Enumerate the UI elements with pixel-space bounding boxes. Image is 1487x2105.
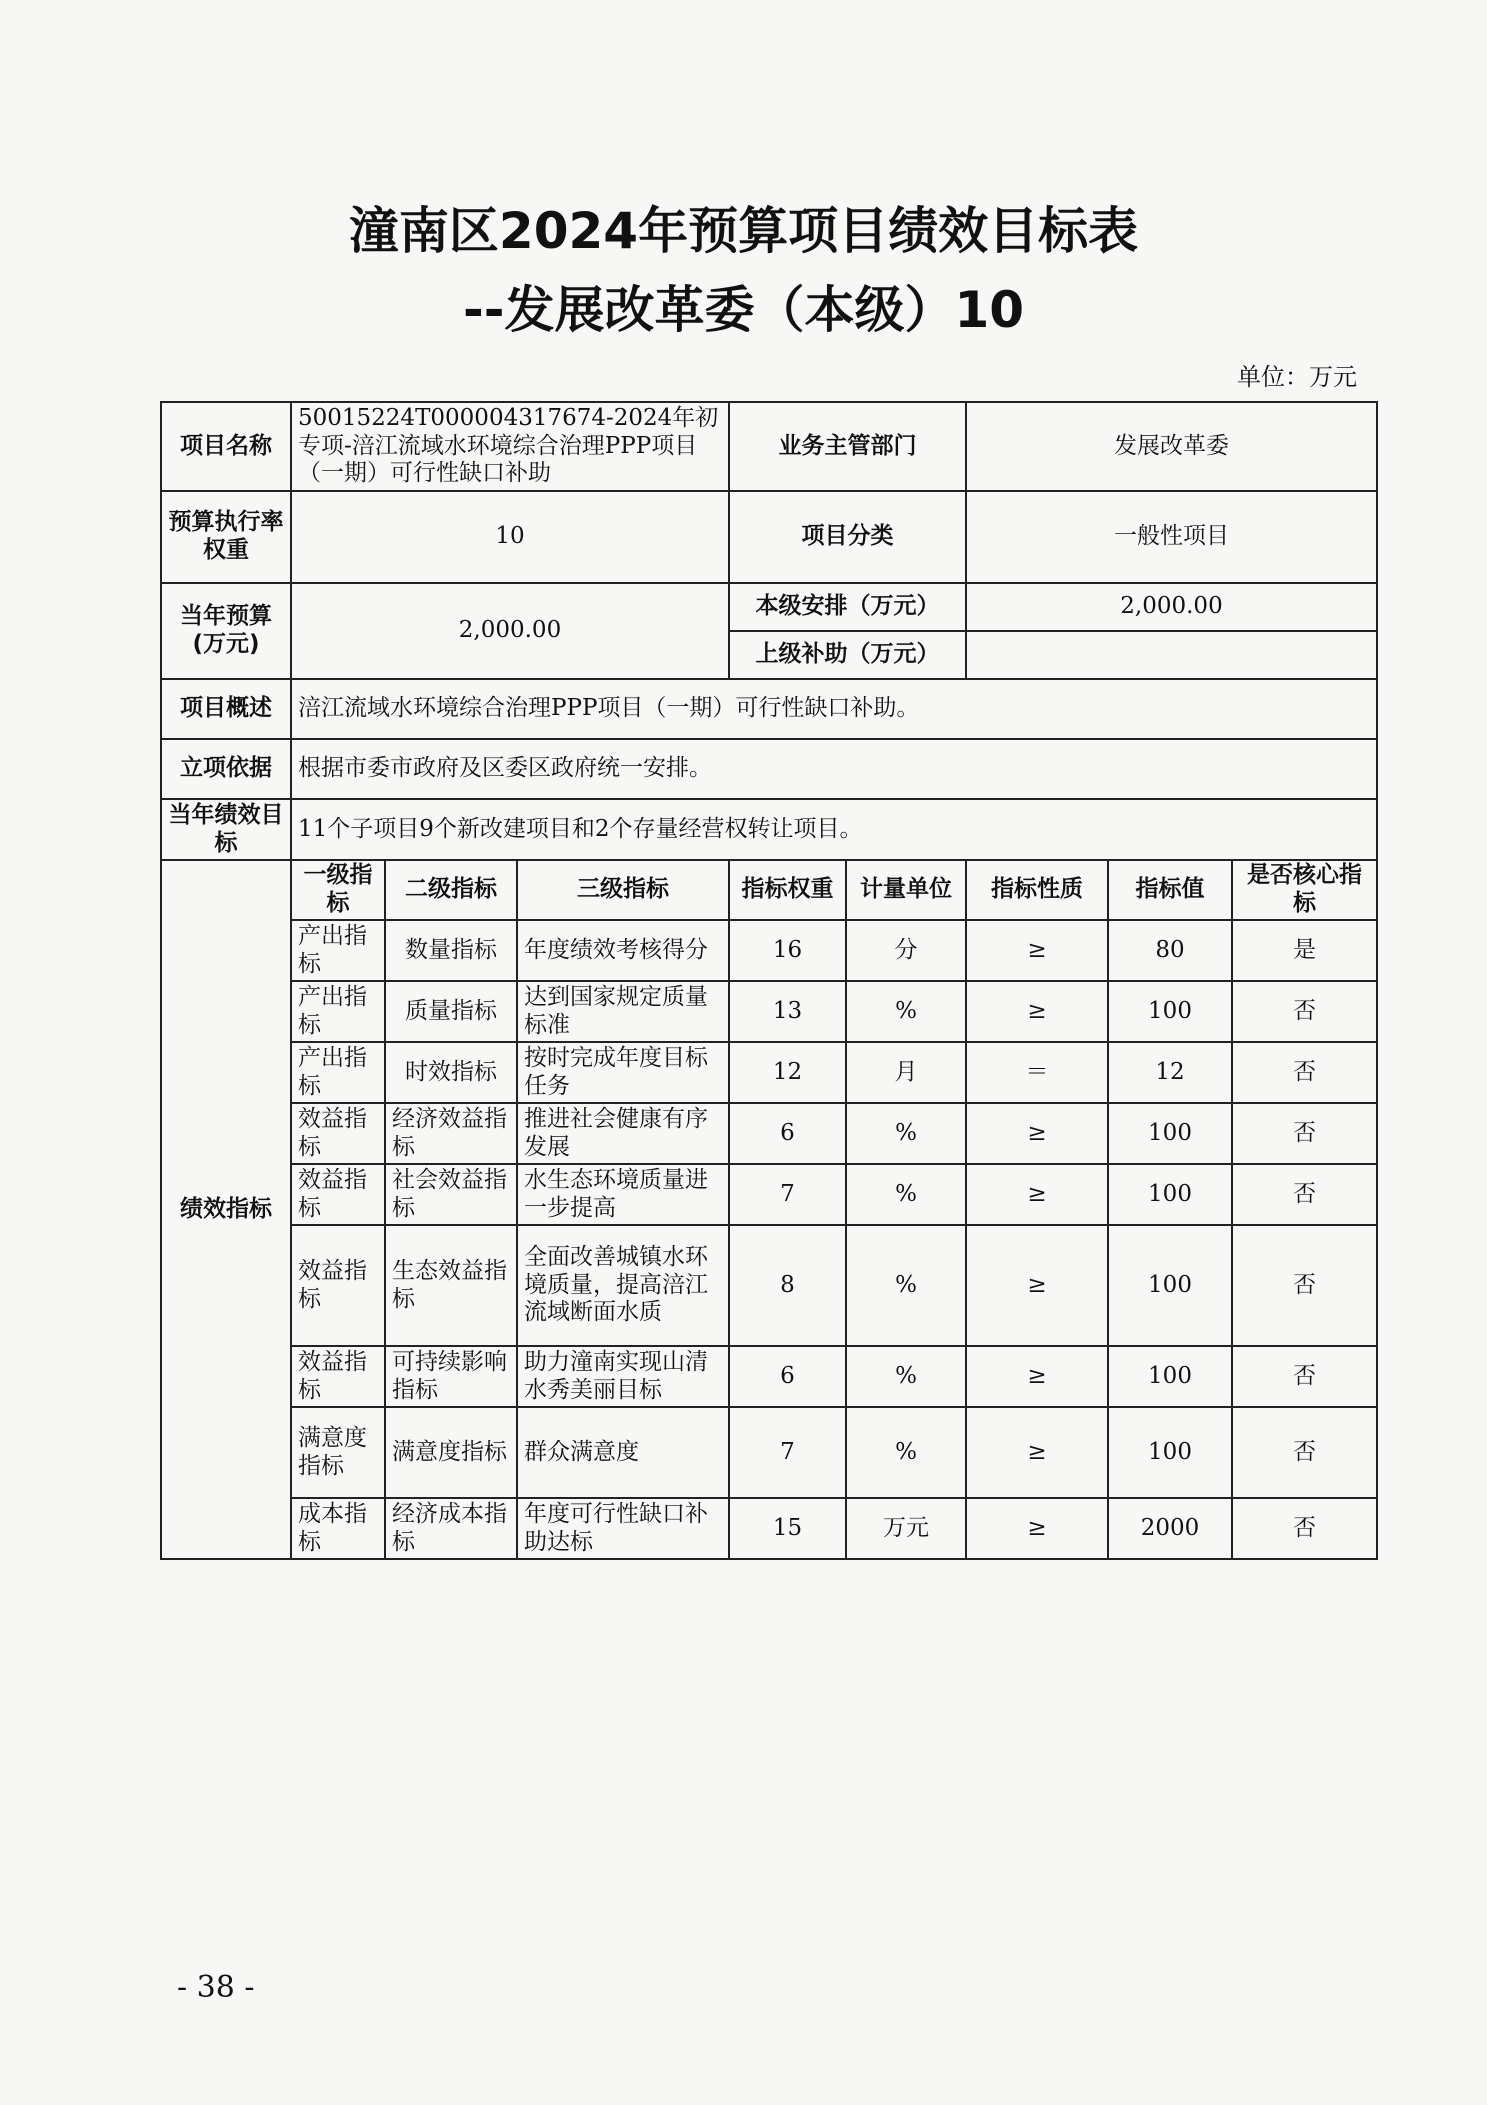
cell-level2: 满意度指标	[385, 1407, 517, 1498]
cell-level3: 年度可行性缺口补助达标	[517, 1498, 729, 1559]
label-dept: 业务主管部门	[729, 402, 966, 491]
cell-level1: 产出指标	[291, 981, 385, 1042]
cell-unit: %	[846, 1103, 966, 1164]
cell-level1: 效益指标	[291, 1225, 385, 1346]
cell-level3: 达到国家规定质量标准	[517, 981, 729, 1042]
cell-core: 否	[1232, 1346, 1377, 1407]
cell-level3: 年度绩效考核得分	[517, 920, 729, 981]
indicator-header-row	[161, 860, 1377, 920]
value-budget: 2,000.00	[291, 583, 729, 679]
cell-unit: 分	[846, 920, 966, 981]
cell-level1: 产出指标	[291, 920, 385, 981]
label-exec-weight: 预算执行率权重	[161, 491, 291, 583]
cell-level2: 质量指标	[385, 981, 517, 1042]
cell-nature: ＝	[966, 1042, 1108, 1103]
cell-core: 否	[1232, 1103, 1377, 1164]
cell-level2: 数量指标	[385, 920, 517, 981]
cell-nature: ≥	[966, 981, 1108, 1042]
label-goal: 当年绩效目标	[161, 799, 291, 860]
cell-core: 否	[1232, 1042, 1377, 1103]
value-overview: 涪江流域水环境综合治理PPP项目（一期）可行性缺口补助。	[291, 679, 1377, 739]
table-row	[161, 1164, 1377, 1225]
table-row	[161, 981, 1377, 1042]
table-row	[161, 1042, 1377, 1103]
cell-value: 100	[1108, 1164, 1232, 1225]
value-goal: 11个子项目9个新改建项目和2个存量经营权转让项目。	[291, 799, 1377, 860]
label-category: 项目分类	[729, 491, 966, 583]
table-row	[161, 1498, 1377, 1559]
label-project-name: 项目名称	[161, 402, 291, 491]
cell-unit: 月	[846, 1042, 966, 1103]
cell-core: 否	[1232, 1407, 1377, 1498]
cell-level1: 效益指标	[291, 1164, 385, 1225]
header-level3: 三级指标	[517, 860, 729, 920]
cell-core: 否	[1232, 1164, 1377, 1225]
page-title: 潼南区2024年预算项目绩效目标表	[348, 202, 1139, 260]
cell-weight: 6	[729, 1103, 846, 1164]
performance-table	[160, 401, 1378, 1560]
table-row	[161, 1103, 1377, 1164]
cell-weight: 8	[729, 1225, 846, 1346]
cell-value: 100	[1108, 981, 1232, 1042]
cell-value: 100	[1108, 1346, 1232, 1407]
cell-core: 否	[1232, 1225, 1377, 1346]
cell-level2: 经济效益指标	[385, 1103, 517, 1164]
cell-level2: 可持续影响指标	[385, 1346, 517, 1407]
cell-level3: 推进社会健康有序发展	[517, 1103, 729, 1164]
header-unit: 计量单位	[846, 860, 966, 920]
value-exec-weight: 10	[291, 491, 729, 583]
label-budget: 当年预算(万元)	[161, 583, 291, 679]
cell-value: 80	[1108, 920, 1232, 981]
cell-unit: %	[846, 1225, 966, 1346]
cell-level1: 成本指标	[291, 1498, 385, 1559]
cell-nature: ≥	[966, 920, 1108, 981]
value-dept: 发展改革委	[966, 402, 1377, 491]
cell-weight: 7	[729, 1164, 846, 1225]
cell-weight: 16	[729, 920, 846, 981]
label-indicators: 绩效指标	[161, 860, 291, 1559]
header-level2: 二级指标	[385, 860, 517, 920]
cell-nature: ≥	[966, 1164, 1108, 1225]
cell-value: 2000	[1108, 1498, 1232, 1559]
cell-level3: 按时完成年度目标任务	[517, 1042, 729, 1103]
cell-value: 100	[1108, 1103, 1232, 1164]
cell-level1: 满意度指标	[291, 1407, 385, 1498]
cell-value: 100	[1108, 1407, 1232, 1498]
cell-unit: %	[846, 981, 966, 1042]
cell-level3: 全面改善城镇水环境质量，提高涪江流域断面水质	[517, 1225, 729, 1346]
cell-nature: ≥	[966, 1346, 1108, 1407]
cell-level3: 群众满意度	[517, 1407, 729, 1498]
label-overview: 项目概述	[161, 679, 291, 739]
cell-level1: 效益指标	[291, 1346, 385, 1407]
cell-core: 否	[1232, 1498, 1377, 1559]
value-category: 一般性项目	[966, 491, 1377, 583]
cell-unit: %	[846, 1407, 966, 1498]
header-weight: 指标权重	[729, 860, 846, 920]
value-upper	[966, 631, 1377, 679]
cell-weight: 6	[729, 1346, 846, 1407]
label-upper: 上级补助（万元）	[729, 631, 966, 679]
cell-nature: ≥	[966, 1498, 1108, 1559]
value-local: 2,000.00	[966, 583, 1377, 631]
header-nature: 指标性质	[966, 860, 1108, 920]
header-level1: 一级指标	[291, 860, 385, 920]
cell-level2: 社会效益指标	[385, 1164, 517, 1225]
table-row	[161, 1225, 1377, 1346]
cell-weight: 13	[729, 981, 846, 1042]
cell-level2: 时效指标	[385, 1042, 517, 1103]
label-local: 本级安排（万元）	[729, 583, 966, 631]
cell-nature: ≥	[966, 1407, 1108, 1498]
table-row	[161, 920, 1377, 981]
value-basis: 根据市委市政府及区委区政府统一安排。	[291, 739, 1377, 799]
cell-weight: 7	[729, 1407, 846, 1498]
header-value: 指标值	[1108, 860, 1232, 920]
page-number: - 38 -	[177, 1970, 255, 2005]
value-project-name: 50015224T000004317674-2024年初专项-涪江流域水环境综合治理PPP项目（一期）可行性缺口补助	[291, 402, 729, 491]
table-row	[161, 1407, 1377, 1498]
cell-value: 100	[1108, 1225, 1232, 1346]
cell-weight: 12	[729, 1042, 846, 1103]
unit-label: 单位：万元	[1237, 363, 1357, 391]
cell-level2: 经济成本指标	[385, 1498, 517, 1559]
cell-nature: ≥	[966, 1103, 1108, 1164]
cell-level2: 生态效益指标	[385, 1225, 517, 1346]
cell-level1: 效益指标	[291, 1103, 385, 1164]
cell-unit: %	[846, 1346, 966, 1407]
cell-level3: 水生态环境质量进一步提高	[517, 1164, 729, 1225]
table-row	[161, 1346, 1377, 1407]
cell-level3: 助力潼南实现山清水秀美丽目标	[517, 1346, 729, 1407]
cell-nature: ≥	[966, 1225, 1108, 1346]
cell-unit: 万元	[846, 1498, 966, 1559]
cell-value: 12	[1108, 1042, 1232, 1103]
header-core: 是否核心指标	[1232, 860, 1377, 920]
cell-core: 否	[1232, 981, 1377, 1042]
page-subtitle: --发展改革委（本级）10	[462, 281, 1025, 339]
cell-weight: 15	[729, 1498, 846, 1559]
cell-core: 是	[1232, 920, 1377, 981]
label-basis: 立项依据	[161, 739, 291, 799]
cell-level1: 产出指标	[291, 1042, 385, 1103]
cell-unit: %	[846, 1164, 966, 1225]
